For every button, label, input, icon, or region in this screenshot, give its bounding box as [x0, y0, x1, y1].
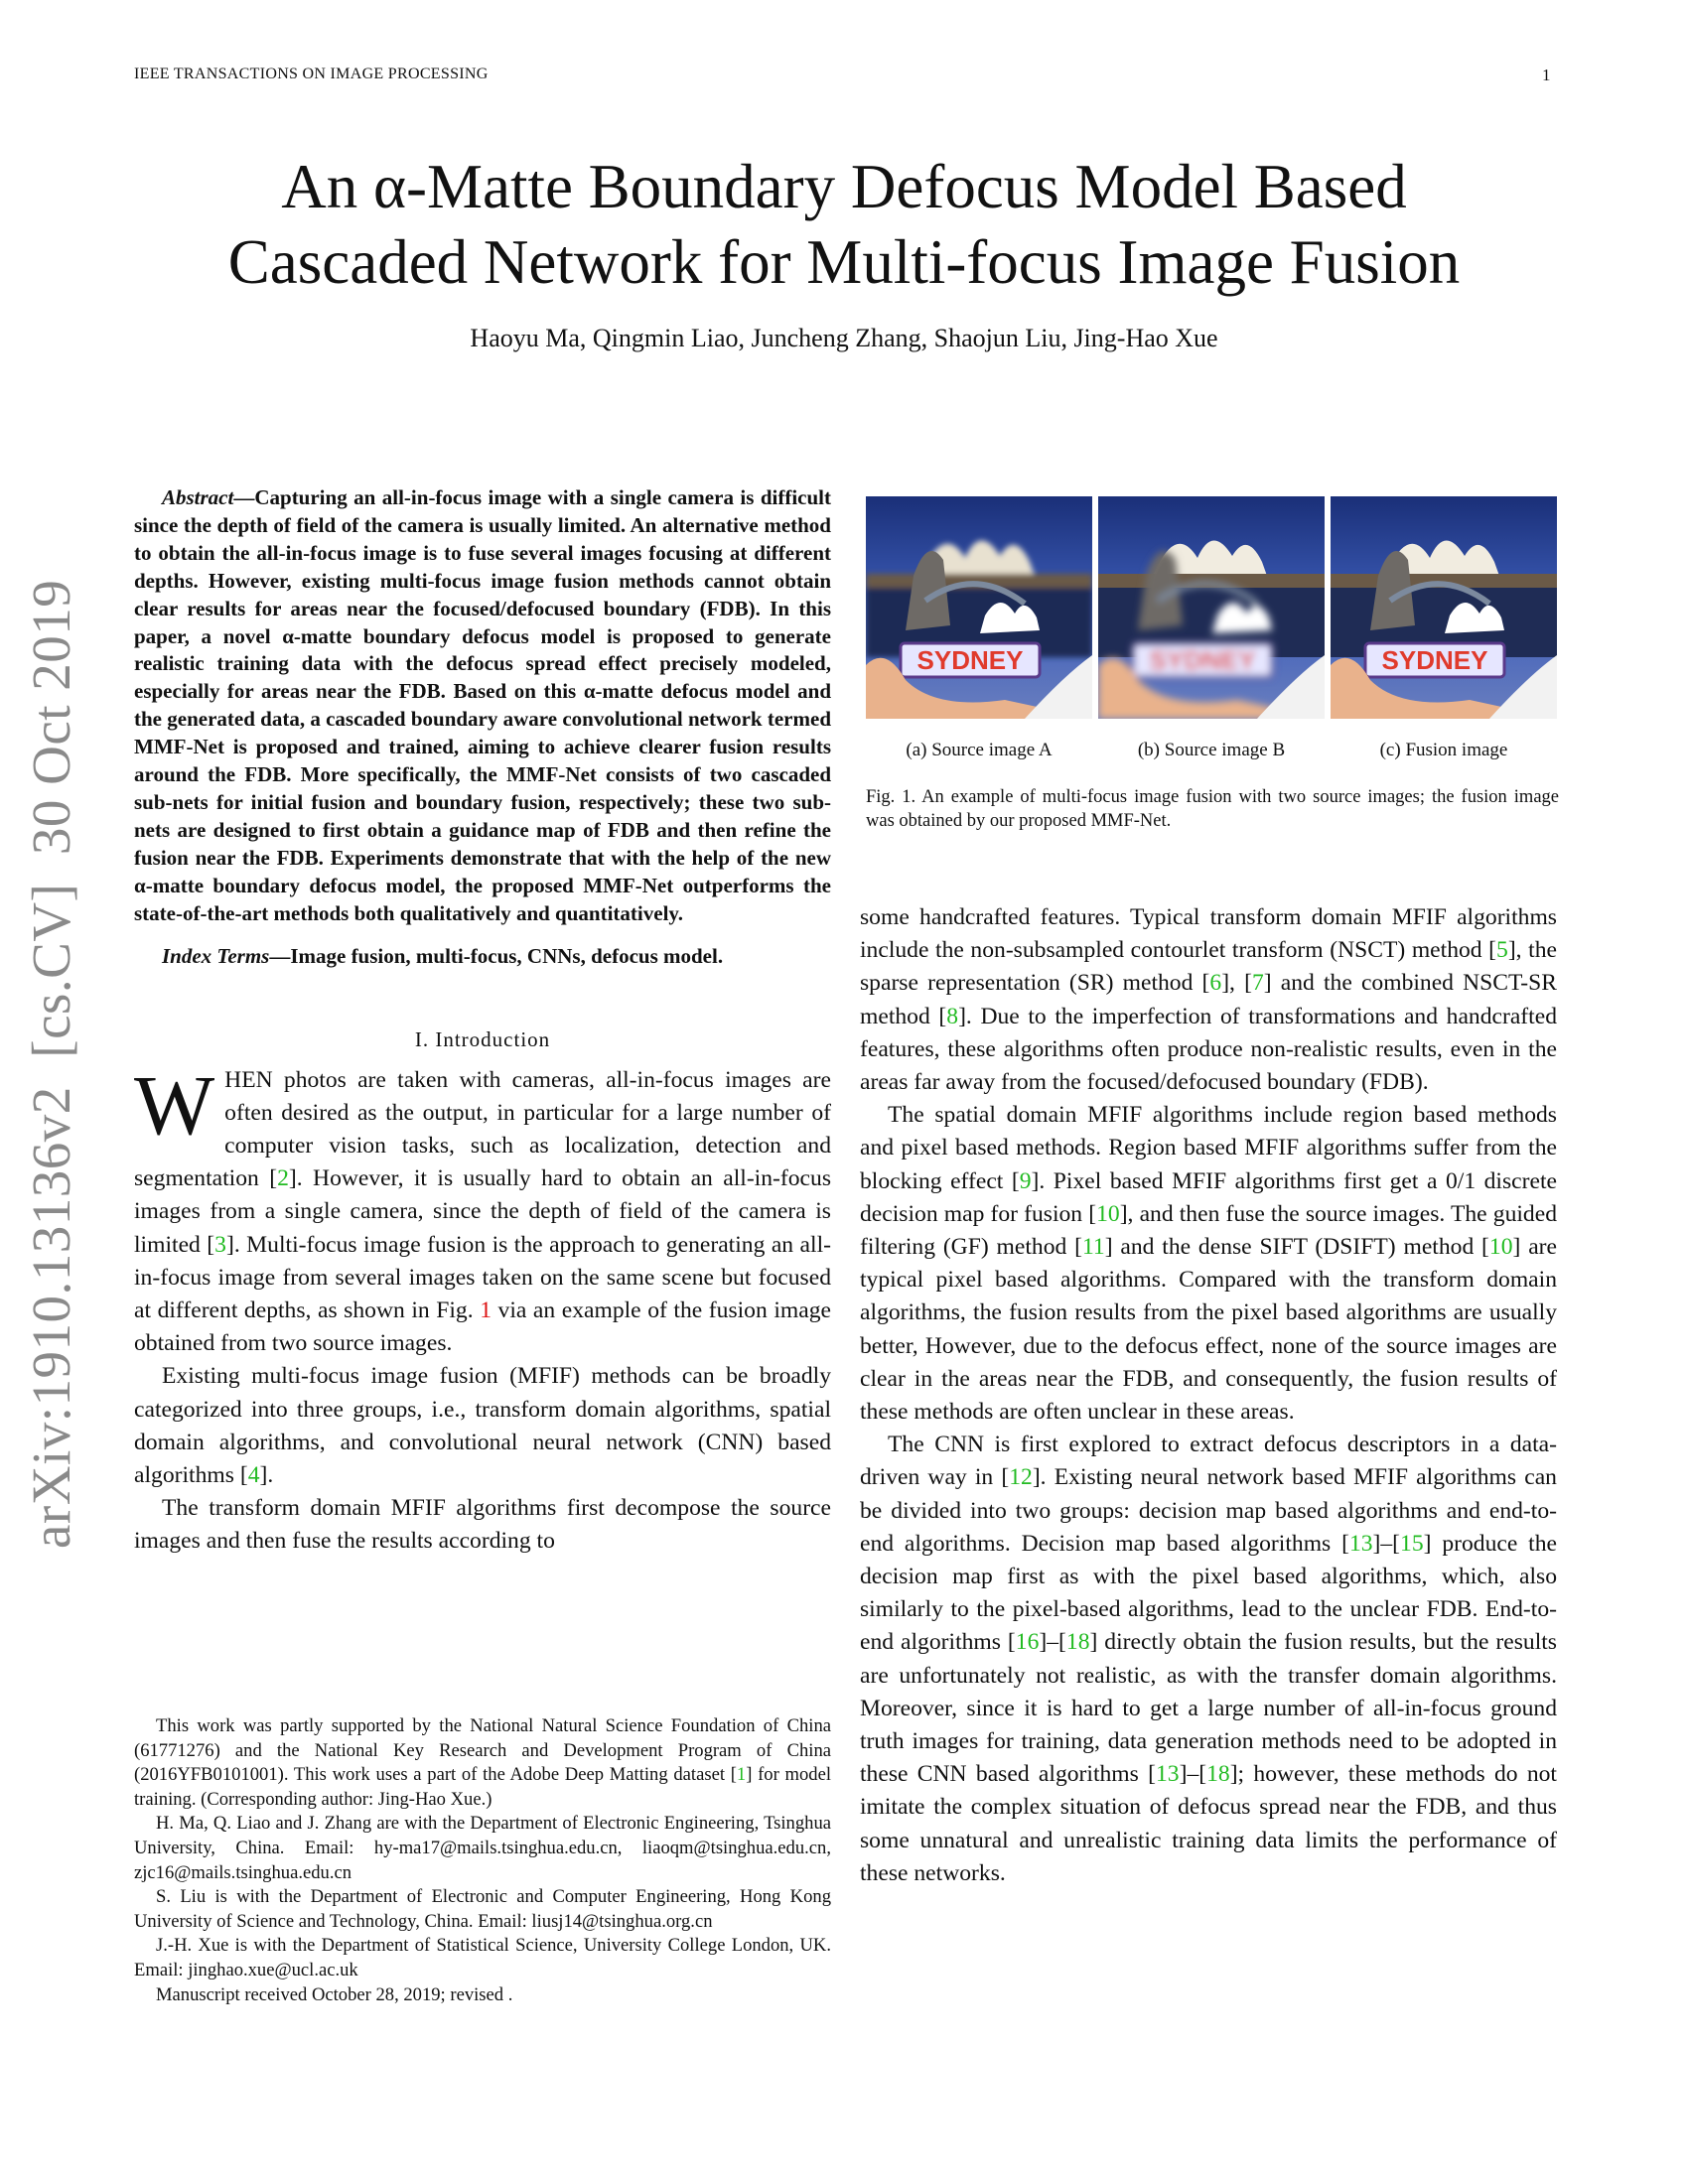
intro-paragraph-1	[134, 1056, 831, 1361]
citation-link[interactable]: 13	[1156, 1761, 1180, 1788]
text-run: some handcrafted features. Typical transform domain MFIF algorithms include the non-subsampled contourlet transform (NSCT) method [	[860, 904, 1557, 964]
citation-link[interactable]: 12	[1009, 1464, 1033, 1491]
text-run: ].	[259, 1461, 274, 1488]
text-run: The CNN is first explored to extract defocus descriptors in a data-driven way in [	[860, 1432, 1557, 1491]
running-head: IEEE TRANSACTIONS ON IMAGE PROCESSING	[134, 66, 489, 82]
text-run: ] and the dense SIFT (DSIFT) method [	[1104, 1234, 1489, 1261]
footnote-funding	[134, 1714, 831, 1812]
footnotes	[134, 1714, 831, 2007]
intro-paragraph-2	[134, 1360, 831, 1492]
text-run: ]–[	[1372, 1530, 1401, 1557]
photo-opera-house	[1098, 496, 1325, 719]
index-terms-text: —Image fusion, multi-focus, CNNs, defocus model.	[269, 943, 724, 968]
drop-cap: W	[134, 1056, 215, 1153]
text-run: ] and the combined NSCT-SR method [	[860, 970, 1557, 1029]
citation-link[interactable]: 18	[1065, 1629, 1090, 1656]
text-run: Existing multi-focus image fusion (MFIF) methods can be broadly categorized into three groups, i.e., transform domain algorithms, spatial domain algorithms, and convolutional neural network (CNN) based algorithms [	[134, 1363, 831, 1488]
subfigure-c-caption: (c) Fusion image	[1379, 740, 1508, 760]
citation-link[interactable]: 16	[1015, 1629, 1040, 1656]
text-run: ]. Due to the imperfection of transformations and handcrafted features, these algorithms often produce non-realistic results, even in the areas far away from the focused/defocused boundary (FDB).	[860, 1003, 1557, 1096]
figure-1-caption: Fig. 1. An example of multi-focus image fusion with two source images; the fusion image was obtained by our proposed MMF-Net.	[866, 787, 1559, 831]
text-run: ]–[	[1179, 1761, 1207, 1788]
citation-link[interactable]: 3	[214, 1231, 226, 1258]
right-column	[860, 901, 1557, 1890]
author-list: Haoyu Ma, Qingmin Liao, Juncheng Zhang, Shaojun Liu, Jing-Hao Xue	[470, 324, 1218, 352]
index-terms	[134, 942, 831, 970]
text-run: This work was partly supported by the National Natural Science Foundation of China (61771276) and the National Key Research and Development Program of China (2016YFB0101001). This work uses a part of the Adobe Deep Matting dataset [	[134, 1715, 831, 1786]
footnote-affiliation-3: J.-H. Xue is with the Department of Statistical Science, University College London, UK. Email: jinghao.xue@ucl.ac.uk	[134, 1935, 831, 1980]
sydney-sign-text: SYDNEY	[916, 645, 1024, 675]
text-run: ]–[	[1039, 1629, 1066, 1656]
citation-link[interactable]: 15	[1400, 1530, 1424, 1557]
text-run: ] directly obtain the fusion results, but the results are unfortunately not realistic, as with the transfer domain algorithms. Moreover, since it is hard to get a large number of all-in-focus ground truth images for training, data generation methods need to be adopted in these CNN based algorithms [	[860, 1629, 1557, 1788]
index-terms-lead: Index Terms	[162, 943, 270, 968]
text-run: ]. However, it is usually hard to obtain an all-in-focus images from a single camera, since the depth of field of the camera is limited [	[134, 1165, 831, 1258]
title-line-2: Cascaded Network for Multi-focus Image Fusion	[227, 227, 1461, 297]
right-paragraph-1	[860, 901, 1557, 1099]
section-heading-introduction: I. Introduction	[414, 1026, 551, 1051]
citation-link[interactable]: 6	[1209, 970, 1222, 997]
text-run: ] for model training. (Corresponding author: Jing-Hao Xue.)	[134, 1764, 831, 1810]
intro-paragraph-3	[134, 1492, 831, 1558]
arxiv-stamp	[20, 580, 82, 1549]
abstract	[134, 484, 831, 928]
paper-title	[89, 149, 1599, 300]
citation-link[interactable]: 8	[946, 1003, 959, 1029]
sydney-sign-text: SYDNEY	[1381, 645, 1488, 675]
citation-link[interactable]: 5	[1496, 937, 1508, 964]
footnote-manuscript: Manuscript received October 28, 2019; revised .	[156, 1983, 513, 2005]
citation-link[interactable]: 9	[1019, 1167, 1032, 1194]
text-run: ] are typical pixel based algorithms. Compared with the transform domain algorithms, the fusion results from the pixel based algorithms are usually better, However, due to the defocus effect, none of the source images are clear in the areas near the FDB, and consequently, the fusion results of these methods are often unclear in these areas.	[860, 1234, 1557, 1426]
subfigure-b-caption: (b) Source image B	[1137, 740, 1286, 760]
text-run: ] produce the decision map first as with the pixel based algorithms, which, also similarly to the pixel-based algorithms, lead to the unclear FDB. End-to-end algorithms [	[860, 1530, 1557, 1656]
text-run: ], the sparse representation (SR) method [	[860, 937, 1557, 997]
citation-link[interactable]: 7	[1251, 970, 1264, 997]
source-image-a	[866, 496, 1092, 719]
citation-link[interactable]: 2	[277, 1165, 289, 1192]
citation-link[interactable]: 1	[736, 1764, 747, 1786]
sydney-sign-text: SYDNEY	[1149, 645, 1256, 675]
text-run: ]. Existing neural network based MFIF algorithms can be divided into two groups: decision map based algorithms and end-to-end algorithms. Decision map based algorithms [	[860, 1464, 1557, 1557]
left-column	[134, 484, 831, 1559]
text-run: HEN photos are taken with cameras, all-in-focus images are often desired as the output, in particular for a large number of computer vision tasks, such as localization, detection and segmentation [	[134, 1066, 831, 1192]
abstract-lead: Abstract	[162, 485, 234, 509]
page-number: 1	[1542, 66, 1551, 84]
footnote-affiliation-2: S. Liu is with the Department of Electronic and Computer Engineering, Hong Kong University of Science and Technology, China. Email: liusj14@tsinghua.org.cn	[134, 1886, 831, 1932]
text-run: ]. Multi-focus image fusion is the approach to generating an all-in-focus image from several images taken on the same scene but focused at different depths, as shown in Fig.	[134, 1231, 831, 1323]
citation-link[interactable]: 4	[247, 1461, 260, 1488]
citation-link[interactable]: 10	[1096, 1200, 1120, 1227]
citation-link[interactable]: 18	[1206, 1761, 1230, 1788]
text-run: ], and then fuse the source images. The guided filtering (GF) method [	[860, 1200, 1557, 1261]
title-line-1: An α-Matte Boundary Defocus Model Based	[281, 152, 1407, 221]
citation-link[interactable]: 11	[1081, 1234, 1105, 1261]
text-run: ]; however, these methods do not imitate the complex situation of defocus spread near the FDB, and thus some unnatural and unrealistic training data limits the performance of these networks.	[860, 1761, 1557, 1886]
text-run: ]. Pixel based MFIF algorithms first get a 0/1 discrete decision map for fusion [	[860, 1167, 1558, 1227]
text-run: via an example of the fusion image obtained from two source images.	[134, 1297, 831, 1357]
text-run: The spatial domain MFIF algorithms include region based methods and pixel based methods. Region based MFIF algorithms suffer from the blocking effect [	[860, 1102, 1557, 1194]
fusion-image	[1331, 496, 1557, 719]
subfigure-c	[1331, 496, 1557, 761]
figure-ref-link[interactable]: 1	[480, 1297, 492, 1323]
photo-opera-house	[1331, 496, 1557, 719]
subfigure-a	[866, 496, 1092, 761]
arxiv-stamp-text: arXiv:1910.13136v2 [cs.CV] 30 Oct 2019	[21, 579, 81, 1549]
citation-link[interactable]: 13	[1348, 1530, 1373, 1557]
text-run: ], [	[1221, 970, 1252, 997]
source-image-b	[1098, 496, 1325, 719]
footnote-affiliation-1: H. Ma, Q. Liao and J. Zhang are with the Department of Electronic Engineering, Tsinghua University, China. Email: hy-ma17@mails.tsinghua.edu.cn, liaoqm@tsinghua.edu.cn, zjc16@mails.tsinghua.edu.cn	[134, 1813, 831, 1883]
right-paragraph-3	[860, 1429, 1557, 1890]
right-paragraph-2	[860, 1099, 1557, 1429]
text-run: The transform domain MFIF algorithms first decompose the source images and then fuse the results according to	[134, 1495, 831, 1555]
photo-opera-house	[866, 496, 1092, 719]
subfigure-a-caption: (a) Source image A	[906, 740, 1053, 760]
subfigure-b	[1098, 496, 1325, 761]
citation-link[interactable]: 10	[1488, 1234, 1513, 1261]
abstract-text: —Capturing an all-in-focus image with a single camera is difficult since the depth of field of the camera is usually limited. An alternative method to obtain the all-in-focus image is to fuse several images focusing at different depths. However, existing multi-focus image fusion methods cannot obtain clear results for areas near the focused/defocused boundary (FDB). In this paper, a novel α-matte boundary defocus model is proposed to generate realistic training data with the defocus spread effect precisely modeled, especially for areas near the FDB. Based on this α-matte defocus model and the generated data, a cascaded boundary aware convolutional network termed MMF-Net is proposed and trained, aiming to achieve clearer fusion results around the FDB. More specifically, the MMF-Net consists of two cascaded sub-nets for initial fusion and boundary fusion, respectively; these two sub-nets are designed to first obtain a guidance map of FDB and then refine the fusion near the FDB. Experiments demonstrate that with the help of the new α-matte boundary defocus model, the proposed MMF-Net outperforms the state-of-the-art methods both qualitatively and quantitatively.	[134, 485, 831, 925]
